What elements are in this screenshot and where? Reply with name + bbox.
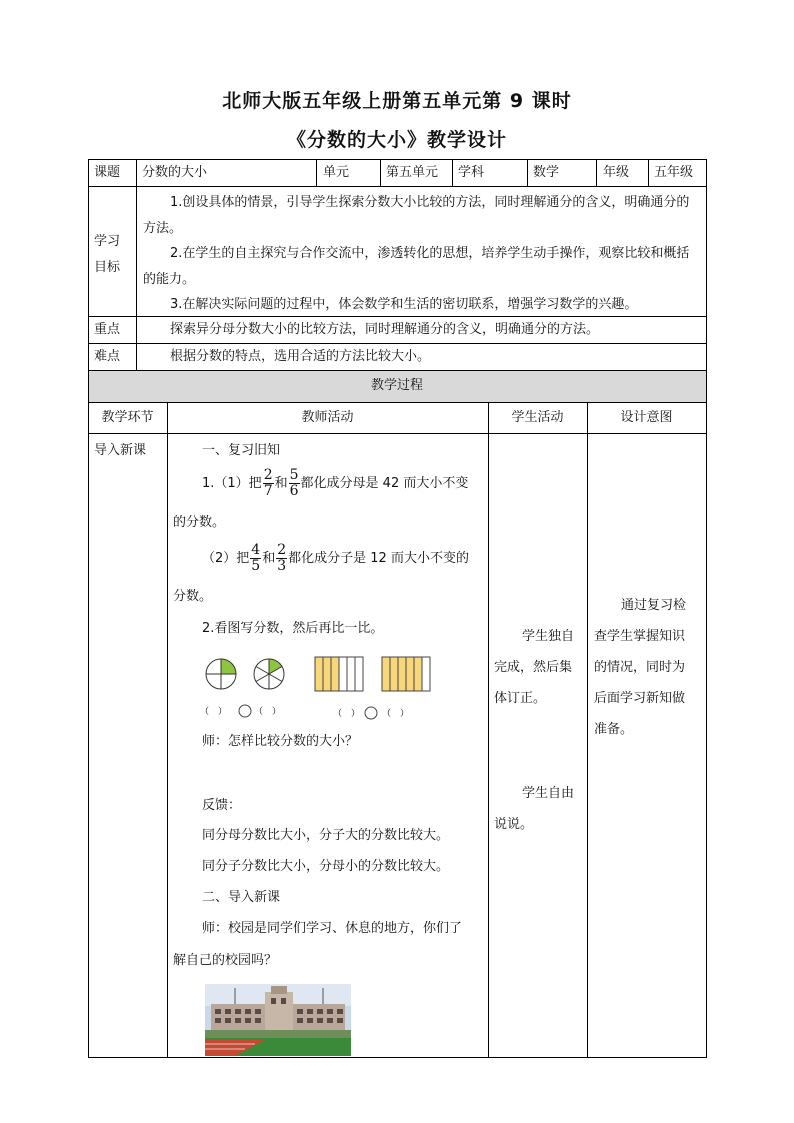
q1-prefix: 1.（1）把: [202, 476, 262, 491]
q1-and: 和: [274, 476, 288, 491]
feedback-label: 反馈：: [202, 798, 242, 813]
student-1-line3: 体订正。: [494, 691, 547, 706]
goal-2: 2.在学生的自主探究与合作交流中，渗透转化的思想，培养学生动手操作，观察比较和概括的能力。: [143, 246, 690, 287]
grid-line: [706, 159, 707, 1058]
intro-question-line2: 解自己的校园吗？: [173, 953, 278, 968]
unit-value: 第五单元: [386, 165, 439, 180]
teacher-ask: 师：怎样比较分数的大小？: [202, 734, 359, 749]
intro-title: 二、导入新课: [202, 890, 281, 905]
subject-value: 数学: [533, 165, 560, 180]
blank-right-b: （ ）: [382, 709, 410, 719]
header-student: 学生活动: [511, 410, 564, 425]
topic-label: 课题: [94, 165, 121, 180]
grid-line: [88, 433, 707, 434]
student-1-line2: 完成，然后集: [494, 660, 573, 675]
intent-line2: 查学生掌握知识: [594, 629, 686, 644]
grid-line: [88, 159, 707, 160]
grid-line: [316, 159, 317, 186]
keypoint-label: 重点: [94, 322, 121, 337]
compare-circle-right-icon: [365, 707, 377, 719]
header-teacher: 教师活动: [301, 410, 354, 425]
grid-line: [488, 402, 489, 1058]
keypoint-text: 探索异分母分数大小的比较方法，同时理解通分的含义，明确通分的方法。: [170, 322, 600, 337]
student-2-line1: 学生自由: [522, 786, 575, 801]
grid-line: [527, 159, 528, 186]
doc-subtitle: 《分数的大小》教学设计: [286, 129, 507, 151]
blank-left-b: （ ）: [254, 707, 282, 717]
grid-line: [88, 1057, 707, 1058]
fraction-4-5: $\frac{4}{5}$: [251, 542, 261, 574]
grid-line: [88, 186, 707, 187]
q2-prefix: （2）把: [202, 551, 250, 566]
goals-label-line2: 目标: [94, 260, 121, 275]
goals-label-line1: 学习: [94, 234, 121, 249]
fraction-2-7: $\frac{2}{7}$: [263, 467, 273, 499]
doc-title: 北师大版五年级上册第五单元第 9 课时: [222, 90, 572, 112]
intent-line5: 准备。: [594, 722, 634, 737]
review-title: 一、复习旧知: [202, 443, 281, 458]
compare-circle-left-icon: [239, 705, 251, 717]
intent-line1: 通过复习检: [621, 598, 687, 613]
grid-line: [380, 159, 381, 186]
intent-line3: 的情况，同时为: [594, 660, 686, 675]
bar-model-left-icon: [315, 657, 363, 691]
grid-line: [88, 343, 707, 344]
student-1-line1: 学生独自: [522, 629, 575, 644]
q1-suffix: 都化成分母是 42 而大小不变: [300, 476, 469, 491]
bar-model-right-icon: [382, 657, 430, 691]
header-intent: 设计意图: [620, 410, 673, 425]
process-banner-text: 教学过程: [370, 378, 423, 393]
rule-2: 同分子分数比大小，分母小的分数比较大。: [202, 859, 450, 874]
subject-label: 学科: [458, 165, 485, 180]
intent-line4: 后面学习新知做: [594, 691, 686, 706]
grade-label: 年级: [603, 165, 630, 180]
difficulty-text: 根据分数的特点，选用合适的方法比较大小。: [170, 349, 431, 364]
question-2-cont: 分数。: [173, 589, 213, 604]
question-1-line: [202, 468, 468, 499]
goal-3: 3.在解决实际问题的过程中，体会数学和生活的密切联系，增强学习数学的兴趣。: [170, 297, 638, 312]
student-2-line2: 说说。: [494, 817, 534, 832]
pie-quarters-icon: [206, 659, 236, 689]
blank-right-a: （ ）: [333, 709, 361, 719]
question-2-line: [202, 543, 469, 574]
grid-line: [88, 370, 707, 371]
rule-1: 同分母分数比大小，分子大的分数比较大。: [202, 828, 450, 843]
question-3: 2.看图写分数，然后再比一比。: [202, 621, 384, 636]
blank-left-a: （ ）: [200, 707, 228, 717]
grid-line: [88, 159, 89, 1058]
grid-line: [648, 159, 649, 186]
goal-1: 1.创设具体的情景，引导学生探索分数大小比较的方法，同时理解通分的含义，明确通分的方法。: [143, 195, 690, 236]
grid-line: [136, 159, 137, 370]
topic-value: 分数的大小: [142, 165, 208, 180]
campus-photo: [205, 984, 351, 1056]
fraction-5-6: $\frac{5}{6}$: [289, 467, 299, 499]
question-1-cont: 的分数。: [173, 515, 226, 530]
grid-line: [596, 159, 597, 186]
intro-question-line1: 师：校园是同学们学习、休息的地方，你们了: [202, 921, 463, 936]
difficulty-label: 难点: [94, 349, 121, 364]
grid-line: [587, 402, 588, 1058]
header-stage: 教学环节: [101, 410, 154, 425]
grid-line: [452, 159, 453, 186]
grid-line: [167, 402, 168, 1058]
q2-and: 和: [262, 551, 276, 566]
stage-label: 导入新课: [94, 443, 147, 458]
grade-value: 五年级: [654, 165, 694, 180]
grid-line: [88, 402, 707, 403]
pie-sixths-icon: [254, 659, 284, 689]
q2-suffix: 都化成分子是 12 而大小不变的: [288, 551, 469, 566]
fraction-2-3: $\frac{2}{3}$: [277, 542, 287, 574]
unit-label: 单元: [323, 165, 350, 180]
